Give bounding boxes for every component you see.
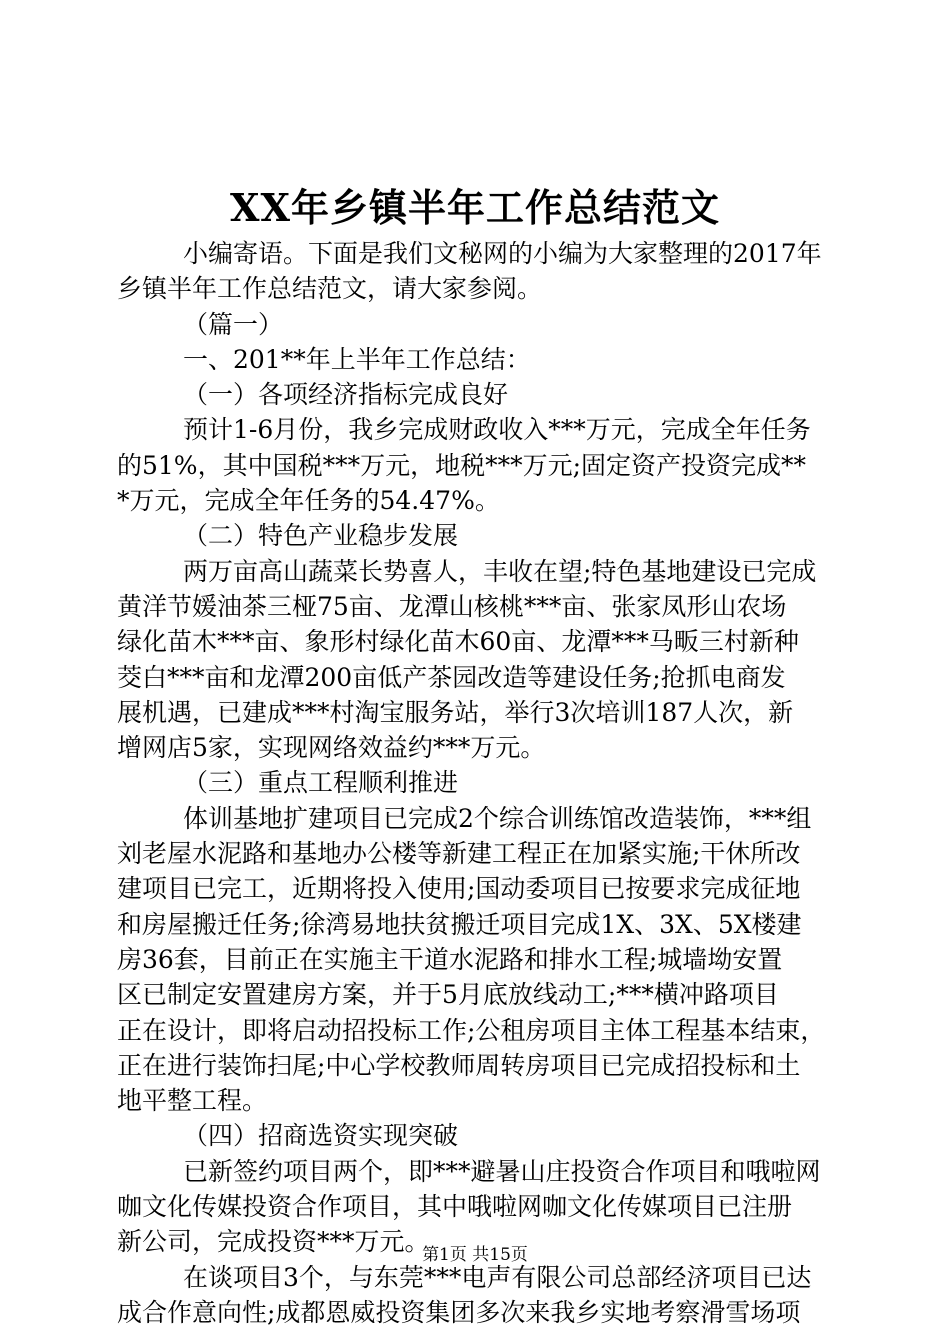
text-line: （三）重点工程顺利推进 <box>183 768 459 798</box>
text-line: 的51%，其中国税***万元，地税***万元;固定资产投资完成** <box>117 450 806 480</box>
text-line: 建项目已完工，近期将投入使用;国动委项目已按要求完成征地 <box>117 874 801 904</box>
text-line: 体训基地扩建项目已完成2个综合训练馆改造装饰，***组 <box>183 803 812 833</box>
text-line: 正在进行装饰扫尾;中心学校教师周转房项目已完成招投标和土 <box>117 1050 801 1080</box>
text-line: （篇一） <box>183 309 284 339</box>
text-line: （二）特色产业稳步发展 <box>183 521 459 551</box>
text-line: 地平整工程。 <box>117 1086 268 1116</box>
text-line: 预计1-6月份，我乡完成财政收入***万元，完成全年任务 <box>183 415 811 445</box>
text-line: 增网店5家，实现网络效益约***万元。 <box>117 733 546 763</box>
text-line: 绿化苗木***亩、象形村绿化苗木60亩、龙潭***马畈三村新种 <box>117 627 799 657</box>
text-line: 成合作意向性;成都恩威投资集团多次来我乡实地考察滑雪场项 <box>117 1297 801 1327</box>
text-line: 两万亩高山蔬菜长势喜人，丰收在望;特色基地建设已完成 <box>183 556 817 586</box>
document-title: XX年乡镇半年工作总结范文 <box>230 185 720 230</box>
text-line: 已新签约项目两个，即***避暑山庄投资合作项目和哦啦网 <box>183 1156 821 1186</box>
text-line: （四）招商选资实现突破 <box>183 1121 459 1151</box>
document-body <box>117 236 837 1330</box>
text-line: *万元，完成全年任务的54.47%。 <box>117 486 500 516</box>
text-line: 和房屋搬迁任务;徐湾易地扶贫搬迁项目完成1X、3X、5X楼建 <box>117 909 802 939</box>
text-line: 黄洋节媛油茶三桠75亩、龙潭山核桃***亩、张家凤形山农场 <box>117 591 787 621</box>
text-line: 展机遇，已建成***村淘宝服务站，举行3次培训187人次，新 <box>117 697 794 727</box>
text-line: 刘老屋水泥路和基地办公楼等新建工程正在加紧实施;干休所改 <box>117 839 801 869</box>
text-line: 一、201**年上半年工作总结： <box>183 344 531 374</box>
text-line: 小编寄语。下面是我们文秘网的小编为大家整理的2017年 <box>183 239 822 268</box>
text-line: （一）各项经济指标完成良好 <box>183 380 509 410</box>
text-line: 在谈项目3个，与东莞***电声有限公司总部经济项目已达 <box>183 1262 812 1292</box>
page-footer: 第1页 共15页 <box>422 1245 528 1265</box>
text-line: 乡镇半年工作总结范文，请大家参阅。 <box>117 274 543 304</box>
text-line: 新公司，完成投资***万元。 <box>117 1227 430 1257</box>
text-line: 茭白***亩和龙潭200亩低产茶园改造等建设任务;抢抓电商发 <box>117 662 786 692</box>
text-line: 区已制定安置建房方案，并于5月底放线动工;***横冲路项目 <box>117 980 779 1010</box>
text-line: 正在设计，即将启动招投标工作;公租房项目主体工程基本结束， <box>117 1015 826 1045</box>
text-line: 咖文化传媒投资合作项目，其中哦啦网咖文化传媒项目已注册 <box>117 1192 793 1222</box>
text-line: 房36套，目前正在实施主干道水泥路和排水工程;城墙坳安置 <box>117 944 783 974</box>
